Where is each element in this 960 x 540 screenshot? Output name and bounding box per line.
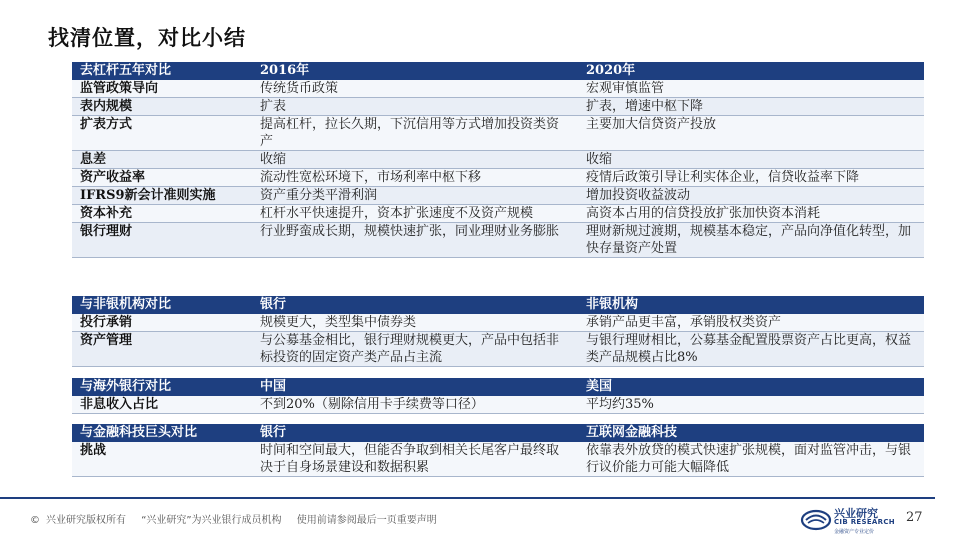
- row-label: 非息收入占比: [72, 396, 252, 414]
- table-row: [72, 169, 924, 187]
- row-label: 资产收益率: [72, 169, 252, 187]
- table-cell: 收缩: [578, 151, 924, 169]
- overseas-comparison-table: [72, 378, 924, 414]
- logo-name-en: CIB RESEARCH: [834, 518, 895, 526]
- table-cell: 依靠表外放贷的模式快速扩张规模，面对监管冲击，与银行议价能力可能大幅降低: [578, 442, 924, 477]
- deleveraging-comparison-table: [72, 62, 924, 258]
- table-cell: 资产重分类平滑利润: [252, 187, 578, 205]
- row-label: IFRS9新会计准则实施: [72, 187, 252, 205]
- header-cell: 互联网金融科技: [578, 424, 924, 442]
- table-cell: 高资本占用的信贷投放扩张加快资本消耗: [578, 205, 924, 223]
- table-cell: 理财新规过渡期，规模基本稳定，产品向净值化转型，加快存量资产处置: [578, 223, 924, 258]
- table-row: [72, 332, 924, 367]
- table-cell: 与公募基金相比，银行理财规模更大，产品中包括非标投资的固定资产类产品占主流: [252, 332, 578, 367]
- table-row: [72, 116, 924, 151]
- table-row: [72, 205, 924, 223]
- table-cell: 宏观审慎监管: [578, 80, 924, 98]
- table-row: [72, 98, 924, 116]
- header-cell: 银行: [252, 296, 578, 314]
- table-cell: 行业野蛮成长期，规模快速扩张，同业理财业务膨胀: [252, 223, 578, 258]
- footer: [30, 511, 449, 526]
- header-cell: 2020年: [578, 62, 924, 80]
- table-row: [72, 80, 924, 98]
- header-cell: 非银机构: [578, 296, 924, 314]
- table-row: [72, 151, 924, 169]
- row-label: 监管政策导向: [72, 80, 252, 98]
- header-cell: 美国: [578, 378, 924, 396]
- table-cell: 主要加大信贷资产投放: [578, 116, 924, 151]
- table-cell: 杠杆水平快速提升，资本扩张速度不及资产规模: [252, 205, 578, 223]
- logo-name-cn: 兴业研究: [834, 507, 878, 520]
- table-cell: 平均约35%: [578, 396, 924, 414]
- header-cell: 银行: [252, 424, 578, 442]
- table-header-row: [72, 424, 924, 442]
- row-label: 息差: [72, 151, 252, 169]
- table-cell: 承销产品更丰富，承销股权类资产: [578, 314, 924, 332]
- table-row: [72, 396, 924, 414]
- table-row: [72, 187, 924, 205]
- table-header-row: [72, 378, 924, 396]
- table-cell: 扩表: [252, 98, 578, 116]
- table-cell: 时间和空间最大，但能否争取到相关长尾客户最终取决于自身场景建设和数据积累: [252, 442, 578, 477]
- page-number: 27: [906, 510, 923, 525]
- row-label: 投行承销: [72, 314, 252, 332]
- nonbank-comparison-table: [72, 296, 924, 367]
- table-cell: 扩表，增速中枢下降: [578, 98, 924, 116]
- disclaimer: 使用前请参阅最后一页重要声明: [296, 515, 437, 526]
- table-cell: 疫情后政策引导让利实体企业，信贷收益率下降: [578, 169, 924, 187]
- fintech-comparison-table: [72, 424, 924, 477]
- table-cell: 与银行理财相比，公募基金配置股票资产占比更高，权益类产品规模占比8%: [578, 332, 924, 367]
- row-label: 扩表方式: [72, 116, 252, 151]
- table-header-row: [72, 296, 924, 314]
- table-row: [72, 442, 924, 477]
- header-cell: 与非银机构对比: [72, 296, 252, 314]
- member-note: “兴业研究”为兴业银行成员机构: [141, 515, 282, 526]
- header-cell: 去杠杆五年对比: [72, 62, 252, 80]
- table-row: [72, 223, 924, 258]
- row-label: 资产管理: [72, 332, 252, 367]
- header-cell: 与金融科技巨头对比: [72, 424, 252, 442]
- table-cell: 不到20%（剔除信用卡手续费等口径）: [252, 396, 578, 414]
- header-cell: 与海外银行对比: [72, 378, 252, 396]
- table-cell: 增加投资收益波动: [578, 187, 924, 205]
- row-label: 挑战: [72, 442, 252, 477]
- table-cell: 收缩: [252, 151, 578, 169]
- header-cell: 2016年: [252, 62, 578, 80]
- table-cell: 传统货币政策: [252, 80, 578, 98]
- page-title: 找清位置，对比小结: [48, 26, 246, 50]
- footer-divider: [0, 497, 935, 499]
- table-row: [72, 314, 924, 332]
- row-label: 表内规模: [72, 98, 252, 116]
- table-header-row: [72, 62, 924, 80]
- table-cell: 规模更大，类型集中债券类: [252, 314, 578, 332]
- table-cell: 提高杠杆，拉长久期，下沉信用等方式增加投资类资产: [252, 116, 578, 151]
- row-label: 资本补充: [72, 205, 252, 223]
- table-cell: 流动性宽松环境下，市场利率中枢下移: [252, 169, 578, 187]
- copyright-text: © 兴业研究版权所有: [30, 515, 126, 526]
- logo-tagline: 金融资产专业定价: [834, 529, 875, 535]
- copyright-symbol: ©: [30, 515, 40, 526]
- header-cell: 中国: [252, 378, 578, 396]
- row-label: 银行理财: [72, 223, 252, 258]
